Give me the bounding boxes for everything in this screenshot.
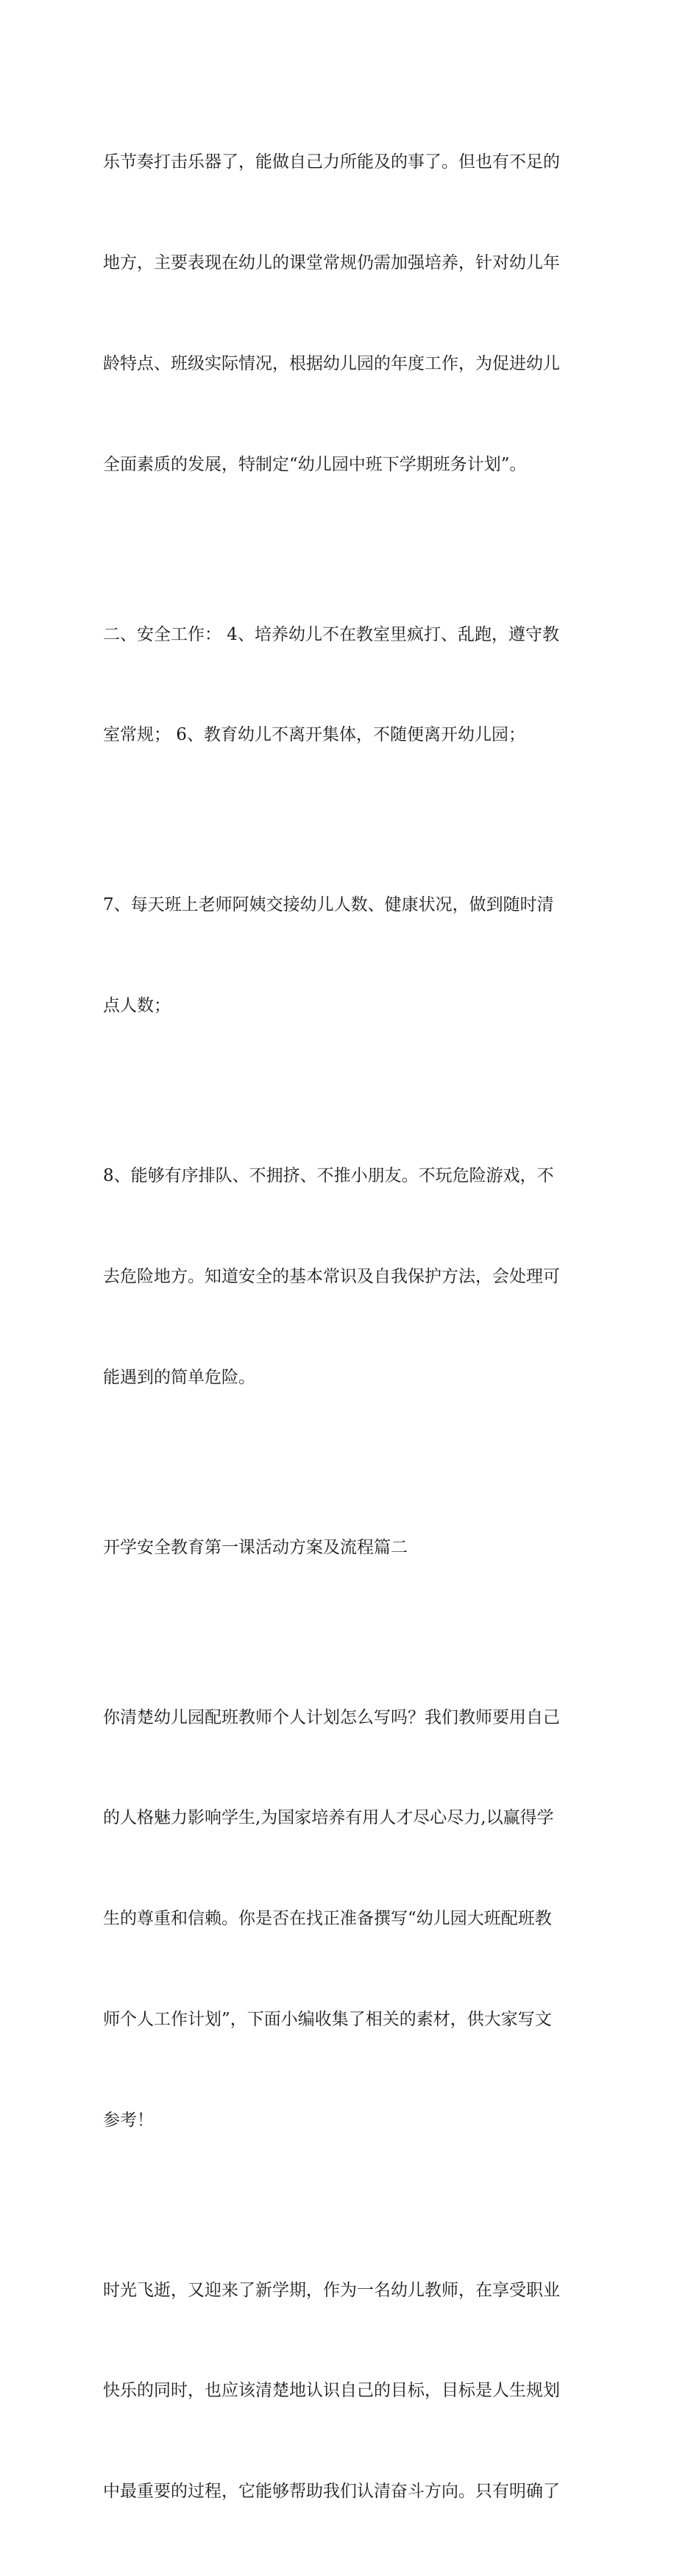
text-line: 二、安全工作： 4、培养幼儿不在教室里疯打、乱跑，遵守教 xyxy=(103,624,559,644)
paragraph-new-semester xyxy=(103,2206,603,2576)
text-line: 7、每天班上老师阿姨交接幼儿人数、健康状况，做到随时清 xyxy=(103,895,554,915)
text-line: 中最重要的过程，它能够帮助我们认清奋斗方向。只有明确了 xyxy=(103,2482,560,2502)
paragraph-item-7 xyxy=(103,822,603,1090)
text-line: 快乐的同时，也应该清楚地认识自己的目标，目标是人生规划 xyxy=(103,2381,560,2401)
text-line: 能遇到的简单危险。 xyxy=(103,1367,255,1387)
text-line: 参考！ xyxy=(103,2110,154,2130)
paragraph-class-plan-intro xyxy=(103,79,603,548)
text-line: 师个人工作计划”，下面小编收集了相关的素材，供大家写文 xyxy=(103,2009,552,2029)
text-line: 的人格魅力影响学生,为国家培养有用人才尽心尽力,以赢得学 xyxy=(103,1808,554,1828)
text-line: 去危险地方。知道安全的基本常识及自我保护方法，会处理可 xyxy=(103,1266,560,1286)
text-line: 室常规； 6、教育幼儿不离开集体，不随便离开幼儿园； xyxy=(103,725,525,745)
document-body xyxy=(103,79,603,2576)
text-line: 乐节奏打击乐器了，能做自己力所能及的事了。但也有不足的 xyxy=(103,152,560,172)
text-line: 龄特点、班级实际情况，根据幼儿园的年度工作，为促进幼儿 xyxy=(103,353,560,373)
section-heading xyxy=(103,1464,603,1631)
text-line: 地方，主要表现在幼儿的课堂常规仍需加强培养，针对幼儿年 xyxy=(103,253,560,272)
text-line: 时光飞逝，又迎来了新学期，作为一名幼儿教师，在享受职业 xyxy=(103,2280,560,2300)
paragraph-teacher-plan-intro xyxy=(103,1634,603,2204)
text-line: 全面素质的发展，特制定“幼儿园中班下学期班务计划”。 xyxy=(103,454,527,474)
paragraph-safety-work xyxy=(103,551,603,819)
paragraph-item-8 xyxy=(103,1093,603,1462)
text-line: 生的尊重和信赖。你是否在找正准备撰写“幼儿园大班配班教 xyxy=(103,1909,552,1929)
text-line: 8、能够有序排队、不拥挤、不推小朋友。不玩危险游戏，不 xyxy=(103,1166,554,1185)
text-line: 点人数； xyxy=(103,996,171,1016)
text-line: 你清楚幼儿园配班教师个人计划怎么写吗？我们教师要用自己 xyxy=(103,1707,560,1727)
text-line: 开学安全教育第一课活动方案及流程篇二 xyxy=(103,1537,408,1557)
